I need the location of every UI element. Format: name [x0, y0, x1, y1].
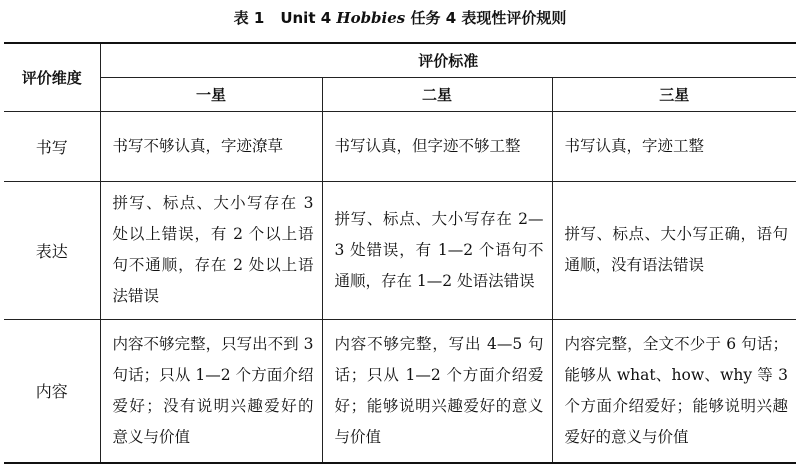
header-standard: 评价标准: [100, 43, 796, 77]
evaluation-rules-table: [4, 42, 796, 464]
expression-two-star: 拼写、标点、大小写存在 2—3 处错误，有 1—2 个语句不通顺，存在 1—2 处语法错误: [322, 181, 552, 319]
content-three-star: 内容完整，全文不少于 6 句话；能够从 what、how、why 等 3 个方面介绍爱好；能够说明兴趣爱好的意义与价值: [552, 319, 796, 463]
content-two-star: 内容不够完整，写出 4—5 句话；只从 1—2 个方面介绍爱好；能够说明兴趣爱好的意义与价值: [322, 319, 552, 463]
caption-label: 表 1: [233, 9, 265, 27]
caption-book-title: Hobbies: [336, 9, 406, 27]
writing-two-star: 书写认真，但字迹不够工整: [322, 111, 552, 181]
row-dimension-writing: 书写: [4, 111, 100, 181]
table-row-content: [4, 319, 796, 463]
header-level-two-star: 二星: [322, 77, 552, 111]
expression-three-star: 拼写、标点、大小写正确，语句通顺，没有语法错误: [552, 181, 796, 319]
header-dimension: 评价维度: [4, 43, 100, 111]
table-caption: [0, 7, 800, 29]
table-row-expression: [4, 181, 796, 319]
header-level-three-star: 三星: [552, 77, 796, 111]
writing-one-star: 书写不够认真，字迹潦草: [100, 111, 322, 181]
header-level-one-star: 一星: [100, 77, 322, 111]
writing-three-star: 书写认真，字迹工整: [552, 111, 796, 181]
caption-unit: Unit 4: [280, 9, 332, 27]
row-dimension-content: 内容: [4, 319, 100, 463]
table-row-writing: [4, 111, 796, 181]
header-row-levels: [4, 77, 796, 111]
header-row-top: [4, 43, 796, 77]
content-one-star: 内容不够完整，只写出不到 3 句话；只从 1—2 个方面介绍爱好；没有说明兴趣爱好的意义与价值: [100, 319, 322, 463]
expression-one-star: 拼写、标点、大小写存在 3 处以上错误，有 2 个以上语句不通顺，存在 2 处以上语法错误: [100, 181, 322, 319]
row-dimension-expression: 表达: [4, 181, 100, 319]
caption-text: 任务 4 表现性评价规则: [410, 9, 567, 27]
